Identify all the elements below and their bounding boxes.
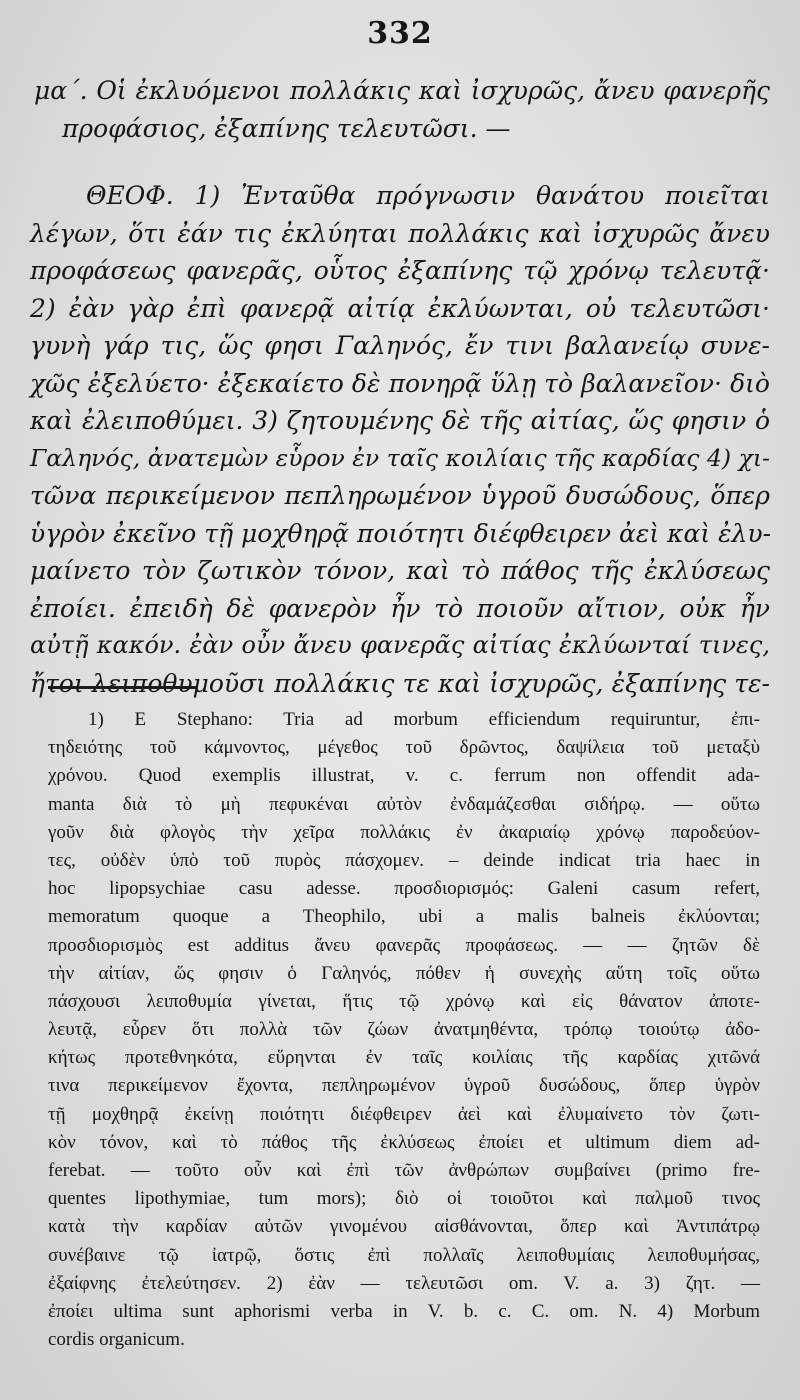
footnote-line: memoratum quoque a Theophilo, ubi a malis balneis ἐκλύονται; [48, 906, 760, 928]
text-line: ἤτοι λειποθυμοῦσι πολλάκις τε καὶ ἰσχυρῶς, ἐξαπίνης τε- [30, 668, 770, 698]
footnote-line: χρόνου. Quod exemplis illustrat, v. c. ferrum non offendit ada- [48, 765, 760, 787]
text-line: μα΄. Οἱ ἐκλυόμενοι πολλάκις καὶ ἰσχυρῶς, ἄνευ φανερῆς [34, 76, 770, 105]
footnote-line: κὸν τόνον, καὶ τὸ πάθος τῆς ἐκλύσεως ἐποίει et ultimum diem ad- [48, 1131, 760, 1153]
footnote-line: τες, οὐδὲν ὑπὸ τοῦ πυρὸς πάσχομεν. – deinde indicat tria haec in [48, 849, 760, 871]
text-line: 2) ἐὰν γὰρ ἐπὶ φανερᾷ αἰτίᾳ ἐκλύωνται, οὐ τελευτῶσι· [30, 293, 770, 323]
footnote-line: manta διὰ τὸ μὴ πεφυκέναι αὐτὸν ἐνδαμάζεσθαι σιδήρῳ. — οὕτω [48, 793, 760, 815]
text-line: προφάσεως φανερᾶς, οὗτος ἐξαπίνης τῷ χρόνῳ τελευτᾷ· [30, 256, 770, 285]
text-line: χῶς ἐξελύετο· ἐξεκαίετο δὲ πονηρᾷ ὕλῃ τὸ βαλανεῖον· διὸ [30, 368, 770, 398]
text-line: γυνὴ γάρ τις, ὥς φησι Γαληνός, ἔν τινι βαλανείῳ συνε- [30, 331, 770, 360]
text-line: καὶ ἐλειποθύμει. 3) ζητουμένης δὲ τῆς αἰτίας, ὥς φησιν ὁ [30, 406, 770, 435]
footnote [48, 706, 760, 1354]
footnote-line: τινα περικείμενον ἔχοντα, πεπληρωμένον ὑγροῦ δυσώδους, ὅπερ ὑγρὸν [48, 1075, 760, 1097]
text-line: τῶνα περικείμενον πεπληρωμένον ὑγροῦ δυσώδους, ὅπερ [30, 481, 770, 510]
text-line: λέγων, ὅτι ἐάν τις ἐκλύηται πολλάκις καὶ ἰσχυρῶς ἄνευ [30, 218, 770, 248]
text-line: ὑγρὸν ἐκεῖνο τῇ μοχθηρᾷ ποιότητι διέφθειρεν ἀεὶ καὶ ἐλυ- [30, 518, 772, 548]
main-text [30, 72, 770, 702]
footnote-line: συνέβαινε τῷ ἰατρῷ, ὅστις ἐπὶ πολλαῖς λειποθυμίαις λειποθυμήσας, [48, 1244, 760, 1266]
footnote-divider [48, 686, 196, 689]
footnote-line: κήτως προτεθνηκότα, εὕρηνται ἐν ταῖς κοιλίαις τῆς καρδίας χιτῶνά [48, 1047, 760, 1069]
footnote-line: quentes lipothymiae, tum mors); διὸ οἱ τοιοῦτοι καὶ παλμοῦ τινος [48, 1188, 760, 1210]
footnote-line: cordis organicum. [48, 1329, 185, 1351]
text-line: αὐτῇ κακόν. ἐὰν οὖν ἄνευ φανερᾶς αἰτίας ἐκλύωνταί τινες, [30, 631, 770, 659]
footnote-line: λευτᾷ, εὗρεν ὅτι πολλὰ τῶν ζώων ἀνατμηθέντα, τρόπῳ τοιούτῳ ἀδο- [48, 1019, 760, 1041]
footnote-line: κατὰ τὴν καρδίαν αὐτῶν γινομένου αἰσθάνονται, ὅπερ καὶ Ἀντιπάτρῳ [48, 1216, 760, 1238]
footnote-line: ἐξαίφνης ἐτελεύτησεν. 2) ἐὰν — τελευτῶσι om. V. a. 3) ζητ. — [48, 1272, 760, 1294]
text-line: Γαληνός, ἀνατεμὼν εὗρον ἐν ταῖς κοιλίαις τῆς καρδίας 4) χι- [30, 443, 770, 472]
text-line: προφάσιος, ἐξαπίνης τελευτῶσι. — [62, 113, 511, 143]
text-line: ΘΕΟΦ. 1) Ἐνταῦθα πρόγνωσιν θανάτου ποιεῖται [86, 181, 770, 210]
footnote-line: τῇ μοχθηρᾷ ἐκείνῃ ποιότητι διέφθειρεν ἀεὶ καὶ ἐλυμαίνετο τὸν ζωτι- [48, 1103, 760, 1125]
footnote-line: ἐποίει ultima sunt aphorismi verba in V. b. c. C. om. N. 4) Morbum [48, 1300, 760, 1322]
commentary-paragraph [30, 177, 770, 702]
footnote-line: ferebat. — τοῦτο οὖν καὶ ἐπὶ τῶν ἀνθρώπων συμβαίνει (primo fre- [48, 1160, 760, 1181]
footnote-line: πάσχουσι λειποθυμία γίνεται, ἥτις τῷ χρόνῳ καὶ εἰς θάνατον ἀποτε- [48, 990, 760, 1012]
aphorism-paragraph [30, 72, 770, 147]
footnote-line: hoc lipopsychiae casu adesse. προσδιορισμός: Galeni casum refert, [48, 878, 760, 900]
footnote-line: τὴν αἰτίαν, ὥς φησιν ὁ Γαληνός, πόθεν ἡ συνεχὴς αὕτη τοῖς οὕτω [48, 962, 760, 984]
footnote-line: 1) E Stephano: Tria ad morbum efficiendum requiruntur, ἐπι- [88, 709, 760, 730]
page-number: 332 [367, 16, 433, 51]
text-line: ἐποίει. ἐπειδὴ δὲ φανερὸν ἦν τὸ ποιοῦν αἴτιον, οὐκ ἦν [30, 593, 770, 623]
footnote-line: τηδειότης τοῦ κάμνοντος, μέγεθος τοῦ δρῶντος, δαψίλεια τοῦ μεταξὺ [48, 737, 760, 759]
footnote-line: γοῦν διὰ φλογὸς τὴν χεῖρα πολλάκις ἐν ἀκαριαίῳ χρόνῳ παροδεύον- [48, 821, 760, 843]
footnote-line: προσδιορισμὸς est additus ἄνευ φανερᾶς προφάσεως. — — ζητῶν δὲ [48, 934, 760, 956]
text-line: μαίνετο τὸν ζωτικὸν τόνον, καὶ τὸ πάθος τῆς ἐκλύσεως [30, 556, 770, 585]
